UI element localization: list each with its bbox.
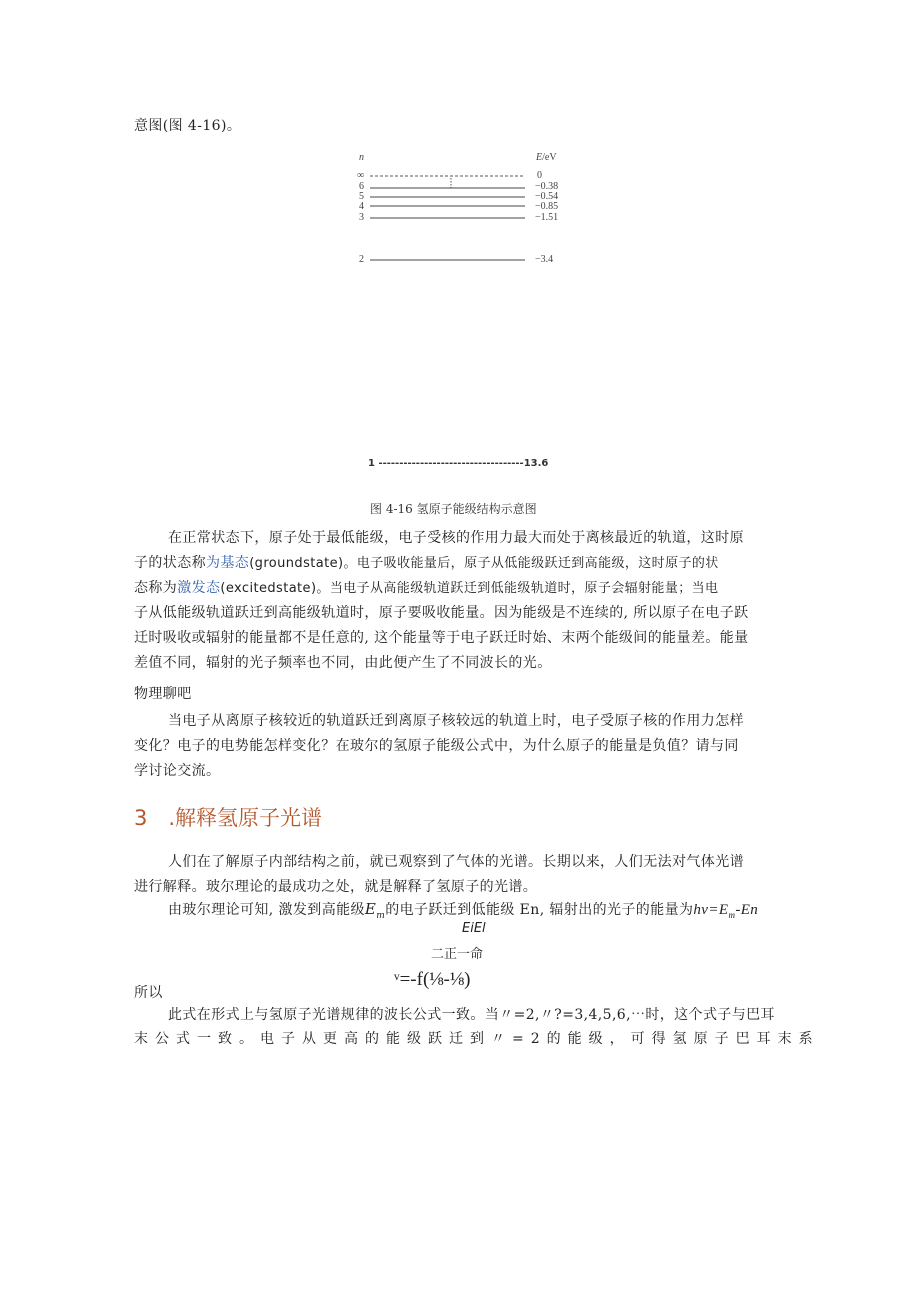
main-formula: ᵛ=-f(⅛-⅛) — [394, 969, 471, 990]
level-e-4: −0.85 — [535, 201, 559, 212]
para5-line2: 末公式一致。电子从更高的能级跃迁到〃=2的能级，可得氢原子巴耳末系 — [134, 1031, 820, 1047]
para3-line1: 人们在了解原子内部结构之前，就已观察到了气体的光谱。长期以来，人们无法对气体光谱 — [168, 854, 744, 870]
figure-caption: 图 4-16 氢原子能级结构示意图 — [370, 502, 537, 516]
level-n-4: 4 — [359, 201, 364, 212]
para2-line1: 当电子从离原子核较近的轨道跃迁到离原子核较远的轨道上时，电子受原子核的作用力怎样 — [168, 713, 744, 729]
para1-line4: 子从低能级轨道跃迁到高能级轨道时，原子要吸收能量。因为能级是不连续的, 所以原子在电子跃 — [134, 605, 749, 621]
energy-formula: $hv=E_m-En$ — [693, 902, 759, 920]
level-n-2: 2 — [359, 254, 364, 265]
level-n-inf: ∞ — [357, 170, 365, 181]
so-label: 所以 — [134, 985, 163, 1001]
intro-line: 意图(图 4-16)。 — [134, 118, 242, 134]
para2-line2: 变化？电子的电势能怎样变化？在玻尔的氢原子能级公式中，为什么原子的能量是负值？请与同 — [134, 738, 739, 754]
ground-level-line: 1 -----------------------------------13.6 — [368, 458, 549, 469]
level-n-5: 5 — [359, 191, 364, 202]
level-n-6: 6 — [359, 181, 364, 192]
formula-fragment-2: 二正一命 — [431, 947, 484, 962]
para1-line2: 子的状态称为基态(groundstate)。电子吸收能量后，原子从低能级跃迁到高能级，这时原子的状 — [134, 555, 719, 571]
para4-line: 由玻尔理论可知, 激发到高能级$E_m$的电子跃迁到低能级 En, 辐射出的光子的能量为$hv=E_m-En$ — [168, 900, 759, 921]
n-column-label: n — [359, 152, 364, 163]
para1-line5: 迁时吸收或辐射的能量都不是任意的, 这个能量等于电子跃迁时始、末两个能级间的能量差。能量 — [134, 630, 749, 646]
level-n-3: 3 — [359, 212, 364, 223]
level-e-3: −1.51 — [535, 212, 559, 223]
para1-line3: 态称为激发态(excitedstate)。当电子从高能级轨道跃迁到低能级轨道时，原子会辐射能量；当电 — [134, 580, 719, 596]
keyword-ground-state: 为基态 — [206, 555, 250, 571]
para1-line1: 在正常状态下，原子处于最低能级，电子受核的作用力最大而处于离核最近的轨道，这时原 — [168, 530, 744, 546]
keyword-excited-state: 激发态 — [177, 580, 221, 596]
level-e-6: −0.38 — [535, 181, 559, 192]
section-heading: 3 .解释氢原子光谱 — [134, 806, 323, 830]
level-e-inf: 0 — [537, 170, 542, 181]
formula-fragment-1: EiEl — [462, 921, 486, 936]
para3-line2: 进行解释。玻尔理论的最成功之处，就是解释了氢原子的光谱。 — [134, 879, 538, 895]
sidebar-title: 物理聊吧 — [134, 686, 192, 702]
energy-column-label: E/eV — [536, 152, 557, 163]
level-e-5: −0.54 — [535, 191, 559, 202]
para1-line6: 差值不同，辐射的光子频率也不同，由此便产生了不同波长的光。 — [134, 655, 552, 671]
level-e-2: −3.4 — [535, 254, 554, 265]
para5-line1: 此式在形式上与氢原子光谱规律的波长公式一致。当〃=2,〃?=3,4,5,6,⋯时，这个式子与巴耳 — [168, 1007, 775, 1023]
para2-line3: 学讨论交流。 — [134, 763, 221, 779]
